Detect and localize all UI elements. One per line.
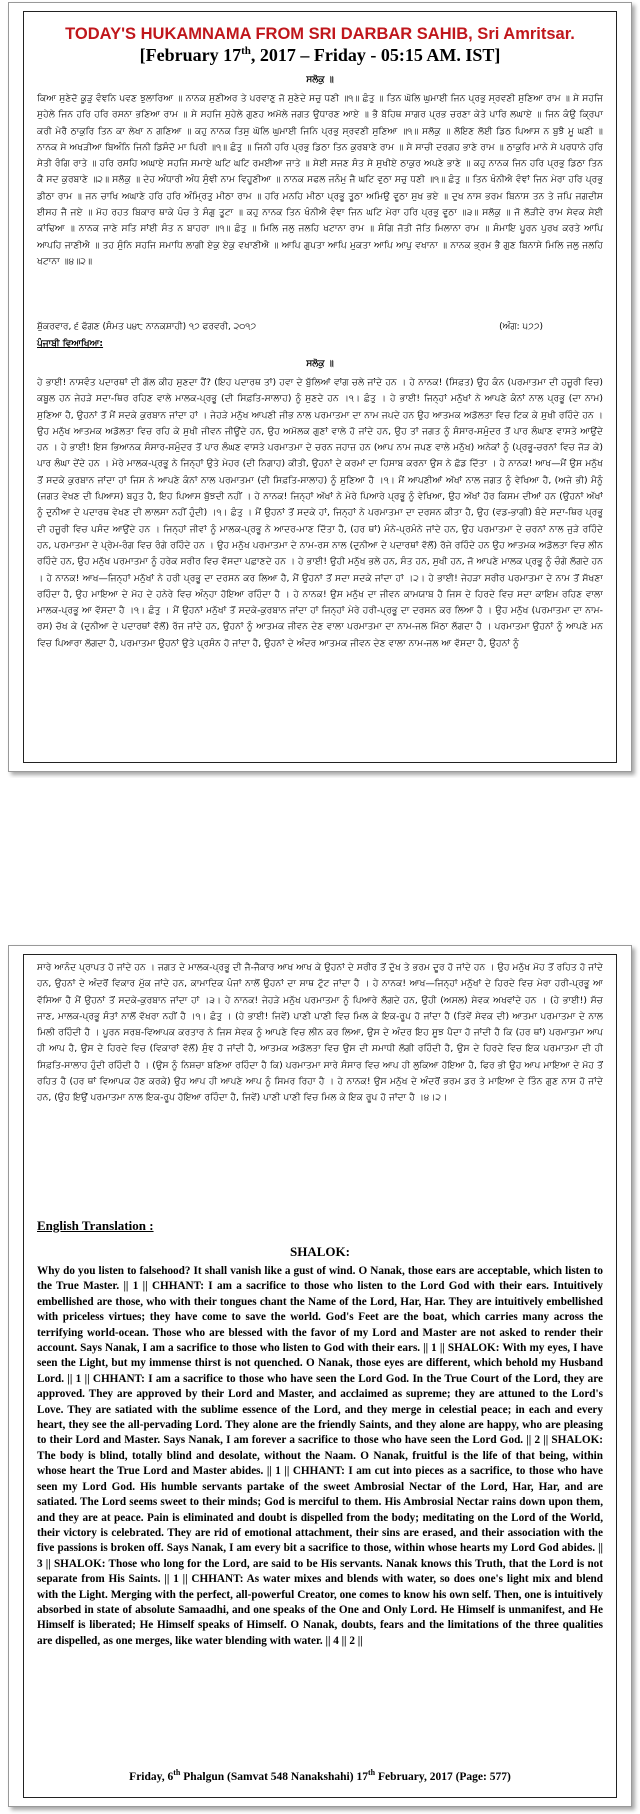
footer-date-middle: Phalgun (Samvat 548 Nanakshahi) 17 xyxy=(180,1770,368,1783)
footer-date-suffix: th xyxy=(367,1768,376,1777)
hukamnama-page-1 xyxy=(8,2,632,772)
date-heading-start: [February 17 xyxy=(139,45,242,65)
footer-day-suffix: th xyxy=(173,1768,181,1777)
footer-date-end: February, 2017 (Page: 577) xyxy=(375,1770,511,1783)
ang-number: (ਅੰਗ: ੫੭੭) xyxy=(499,322,543,332)
date-time-heading xyxy=(9,45,631,66)
nanakshahi-date: ਸ਼ੁੱਕਰਵਾਰ, ੬ ਫੱਗਣ (ਸੰਮਤ ੫੪੮ ਨਾਨਕਸ਼ਾਹੀ) ੧੭ ਫਰਵਰੀ, ੨੦੧੭ xyxy=(37,322,256,332)
gurbani-text: ਕਿਆ ਸੁਣੇਦੋ ਕੂੜੁ ਵੰਞਨਿ ਪਵਣ ਝੁਲਾਰਿਆ ॥ ਨਾਨਕ ਸੁਣੀਅਰ ਤੇ ਪਰਵਾਣੁ ਜੋ ਸੁਣੇਦੇ ਸਚੁ ਧਣੀ ॥੧॥ ਛੰਤੁ ॥ ਤਿਨ ਘੋਲਿ ਘੁਮਾਈ ਜਿਨ ਪ੍ਰਭੁ ਸ੍ਰਵਣੀ ਸੁਣਿਆ ਰਾਮ ॥ ਸੇ ਸਹਜਿ ਸੁਹੇਲੇ ਜਿਨ ਹਰਿ ਹਰਿ ਰਸਨਾ ਭਣਿਆ ਰਾਮ ॥ ਸੇ ਸਹਜਿ ਸੁਹੇਲੇ ਗੁਣਹ ਅਮੋਲੇ ਜਗਤ ਉਧਾਰਣ ਆਏ ॥ ਭੈ ਬੋਹਿਥ ਸਾਗਰ ਪ੍ਰਭ ਚਰਣਾ ਕੇਤੇ ਪਾਰਿ ਲਘਾਏ ॥ ਜਿਨ ਕੰਉ ਕ੍ਰਿਪਾ ਕਰੀ ਮੇਰੈ ਠਾਕੁਰਿ ਤਿਨ ਕਾ ਲੇਖਾ ਨ ਗਣਿਆ ॥ ਕਹੁ ਨਾਨਕ ਤਿਸੁ ਘੋਲਿ ਘੁਮਾਈ ਜਿਨਿ ਪ੍ਰਭੁ ਸ੍ਰਵਣੀ ਸੁਣਿਆ ॥੧॥ ਸਲੋਕੁ ॥ ਲੋਇਣ ਲੋਈ ਡਿਠ ਪਿਆਸ ਨ ਬੁਝੈ ਮੂ ਘਣੀ ॥ ਨਾਨਕ ਸੇ ਅਖੜੀਆ ਬਿਅੰਨਿ ਜਿਨੀ ਡਿਸੰਦੋ ਮਾ ਪਿਰੀ ॥੧॥ ਛੰਤੁ ॥ ਜਿਨੀ ਹਰਿ ਪ੍ਰਭੁ ਡਿਠਾ ਤਿਨ ਕੁਰਬਾਣੇ ਰਾਮ ॥ ਸੇ ਸਾਚੀ ਦਰਗਹ ਭਾਣੇ ਰਾਮ ॥ ਠਾਕੁਰਿ ਮਾਨੇ ਸੇ ਪਰਧਾਨੇ ਹਰਿ ਸੇਤੀ ਰੰਗਿ ਰਾਤੇ ॥ ਹਰਿ ਰਸਹਿ ਅਘਾਏ ਸਹਜਿ ਸਮਾਏ ਘਟਿ ਘਟਿ ਰਮਈਆ ਜਾਤੇ ॥ ਸੇਈ ਸਜਣ ਸੰਤ ਸੇ ਸੁਖੀਏ ਠਾਕੁਰ ਅਪਣੇ ਭਾਣੇ ॥ ਕਹੁ ਨਾਨਕ ਜਿਨ ਹਰਿ ਪ੍ਰਭੁ ਡਿਠਾ ਤਿਨ ਕੈ ਸਦ ਕੁਰਬਾਣੇ ॥੨॥ ਸਲੋਕੁ ॥ ਦੇਹ ਅੰਧਾਰੀ ਅੰਧ ਸੁੰਞੀ ਨਾਮ ਵਿਹੂਣੀਆ ॥ ਨਾਨਕ ਸਫਲ ਜਨੰਮੁ ਜੈ ਘਟਿ ਵੁਠਾ ਸਚੁ ਧਣੀ ॥੧॥ ਛੰਤੁ ॥ ਤਿਨ ਖੰਨੀਐ ਵੰਞਾਂ ਜਿਨ ਮੇਰਾ ਹਰਿ ਪ੍ਰਭੁ ਡੀਠਾ ਰਾਮ ॥ ਜਨ ਚਾਖਿ ਅਘਾਣੇ ਹਰਿ ਹਰਿ ਅੰਮ੍ਰਿਤੁ ਮੀਠਾ ਰਾਮ ॥ ਹਰਿ ਮਨਹਿ ਮੀਠਾ ਪ੍ਰਭੂ ਤੂਠਾ ਅਮਿਉ ਵੂਠਾ ਸੁਖ ਭਏ ॥ ਦੁਖ ਨਾਸ ਭਰਮ ਬਿਨਾਸ ਤਨ ਤੇ ਜਪਿ ਜਗਦੀਸ ਈਸਹ ਜੈ ਜਏ ॥ ਮੋਹ ਰਹਤ ਬਿਕਾਰ ਥਾਕੇ ਪੰਚ ਤੇ ਸੰਗੁ ਤੂਟਾ ॥ ਕਹੁ ਨਾਨਕ ਤਿਨ ਖੰਨੀਐ ਵੰਞਾ ਜਿਨ ਘਟਿ ਮੇਰਾ ਹਰਿ ਪ੍ਰਭੁ ਵੂਠਾ ॥੩॥ ਸਲੋਕੁ ॥ ਜੋ ਲੋੜੀਦੇ ਰਾਮ ਸੇਵਕ ਸੇਈ ਕਾਂਢਿਆ ॥ ਨਾਨਕ ਜਾਣੇ ਸਤਿ ਸਾਂਈ ਸੰਤ ਨ ਬਾਹਰਾ ॥੧॥ ਛੰਤੁ ॥ ਮਿਲਿ ਜਲੁ ਜਲਹਿ ਖਟਾਨਾ ਰਾਮ ॥ ਸੰਗਿ ਜੋਤੀ ਜੋਤਿ ਮਿਲਾਨਾ ਰਾਮ ॥ ਸੰਮਾਇ ਪੂਰਨ ਪੁਰਖ ਕਰਤੇ ਆਪਿ ਆਪਹਿ ਜਾਣੀਐ ॥ ਤਹ ਸੁੰਨਿ ਸਹਜਿ ਸਮਾਧਿ ਲਾਗੀ ਏਕੁ ਏਕੁ ਵਖਾਣੀਐ ॥ ਆਪਿ ਗੁਪਤਾ ਆਪਿ ਮੁਕਤਾ ਆਪਿ ਆਪੁ ਵਖਾਨਾ ॥ ਨਾਨਕ ਭ੍ਰਮ ਭੈ ਗੁਣ ਬਿਨਾਸੇ ਮਿਲਿ ਜਲੁ ਜਲਹਿ ਖਟਾਨਾ ॥੪॥੨॥ xyxy=(37,93,603,267)
date-heading-end: , 2017 – Friday - 05:15 AM. IST] xyxy=(250,45,501,65)
english-translation-text: Why do you listen to falsehood? It shall vanish like a gust of wind. O Nanak, those ears are acceptable, which listen to the True Master. || 1 || CHHANT: I am a sacrifice to those who listen to the Lord God with their ears. Intuitively embellished are those, who with their tongues chant the Name of the Lord, Har, Har. They are intuitively embellished with priceless virtues; they have come to save the world. God's Feet are the boat, which carries many across the terrifying world-ocean. Those who are blessed with the favor of my Lord and Master are not asked to render their account. Says Nanak, I am a sacrifice to those who listen to God with their ears. || 1 || SHALOK: With my eyes, I have seen the Light, but my immense thirst is not quenched. O Nanak, those eyes are different, which behold my Husband Lord. || 1 || CHHANT: I am a sacrifice to those who have seen the Lord God. In the True Court of the Lord, they are approved. They are approved by their Lord and Master, and acclaimed as supreme; they are attuned to the Lord's Love. They are satiated with the sublime essence of the Lord, and they merge in celestial peace; in each and every heart, they see the all-pervading Lord. They alone are the friendly Saints, and they alone are happy, who are pleasing to their Lord and Master. Says Nanak, I am forever a sacrifice to those who have seen the Lord God. || 2 || SHALOK: The body is blind, totally blind and desolate, without the Naam. O Nanak, fruitful is the life of that being, within whose heart the True Lord and Master abides. || 1 || CHHANT: I am cut into pieces as a sacrifice, to those who have seen my Lord God. His humble servants partake of the sweet Ambrosial Nectar of the Lord, Har, Har, and are satiated. The Lord seems sweet to their minds; God is merciful to them. His Ambrosial Nectar rains down upon them, and they are at peace. Pain is eliminated and doubt is dispelled from the body; meditating on the Lord of the World, their victory is celebrated. They are rid of emotional attachment, their sins are erased, and their association with the five passions is broken off. Says Nanak, I am every bit a sacrifice to those, within whose hearts my Lord God abides. || 3 || SHALOK: Those who long for the Lord, are said to be His servants. Nanak knows this Truth, that the Lord is not separate from His Saints. || 1 || CHHANT: As water mixes and blends with water, so does one's light mix and blend with the Light. Merging with the perfect, all-powerful Creator, one comes to know his own self. Then, one is intuitively absorbed in state of absolute Samaadhi, and one speaks of the One and Only Lord. He Himself is unmanifest, and He Himself is liberated; He Himself speaks of Himself. O Nanak, doubts, fears and the limitations of the three qualities are dispelled, as one merges, like water blending with water. || 4 || 2 || xyxy=(37,1265,603,1647)
punjabi-explanation-part-2: ਸਾਰੇ ਆਨੰਦ ਪ੍ਰਾਪਤ ਹੋ ਜਾਂਦੇ ਹਨ । ਜਗਤ ਦੇ ਮਾਲਕ-ਪ੍ਰਭੂ ਦੀ ਜੈ-ਜੈਕਾਰ ਆਖ ਆਖ ਕੇ ਉਹਨਾਂ ਦੇ ਸਰੀਰ ਤੋਂ ਦੁੱਖ ਤੇ ਭਰਮ ਦੂਰ ਹੋ ਜਾਂਦੇ ਹਨ । ਉਹ ਮਨੁੱਖ ਮੋਹ ਤੋਂ ਰਹਿਤ ਹੋ ਜਾਂਦੇ ਹਨ, ਉਹਨਾਂ ਦੇ ਅੰਦਰੋਂ ਵਿਕਾਰ ਮੁੱਕ ਜਾਂਦੇ ਹਨ, ਕਾਮਾਦਿਕ ਪੰਜਾਂ ਨਾਲੋਂ ਉਹਨਾਂ ਦਾ ਸਾਥ ਟੁੱਟ ਜਾਂਦਾ ਹੈ । ਹੇ ਨਾਨਕ! ਆਖ—ਜਿਨ੍ਹਾਂ ਮਨੁੱਖਾਂ ਦੇ ਹਿਰਦੇ ਵਿਚ ਮੇਰਾ ਹਰੀ-ਪ੍ਰਭੂ ਆ ਵੱਸਿਆ ਹੈ ਮੈਂ ਉਹਨਾਂ ਤੋਂ ਸਦਕੇ-ਕੁਰਬਾਨ ਜਾਂਦਾ ਹਾਂ ।੩। ਹੇ ਨਾਨਕ! ਜੇਹੜੇ ਮਨੁੱਖ ਪਰਮਾਤਮਾ ਨੂੰ ਪਿਆਰੇ ਲੱਗਦੇ ਹਨ, ਉਹੀ (ਅਸਲ) ਸੇਵਕ ਅਖਵਾਂਦੇ ਹਨ । (ਹੇ ਭਾਈ!) ਸੱਚ ਜਾਣ, ਮਾਲਕ-ਪ੍ਰਭੂ ਸੰਤਾਂ ਨਾਲੋਂ ਵੱਖਰਾ ਨਹੀਂ ਹੈ ।੧। ਛੰਤੁ । (ਹੇ ਭਾਈ! ਜਿਵੇਂ) ਪਾਣੀ ਪਾਣੀ ਵਿਚ ਮਿਲ ਕੇ ਇਕ-ਰੂਪ ਹੋ ਜਾਂਦਾ ਹੈ (ਤਿਵੇਂ ਸੇਵਕ ਦੀ) ਆਤਮਾ ਪਰਮਾਤਮਾ ਦੇ ਨਾਲ ਮਿਲੀ ਰਹਿੰਦੀ ਹੈ । ਪੂਰਨ ਸਰਬ-ਵਿਆਪਕ ਕਰਤਾਰ ਨੇ ਜਿਸ ਸੇਵਕ ਨੂੰ ਆਪਣੇ ਵਿਚ ਲੀਨ ਕਰ ਲਿਆ, ਉਸ ਦੇ ਅੰਦਰ ਇਹ ਸੂਝ ਪੈਦਾ ਹੋ ਜਾਂਦੀ ਹੈ ਕਿ (ਹਰ ਥਾਂ) ਪਰਮਾਤਮਾ ਆਪ ਹੀ ਆਪ ਹੈ, ਉਸ ਦੇ ਹਿਰਦੇ ਵਿਚ (ਵਿਕਾਰਾਂ ਵੱਲੋਂ) ਸੁੰਞ ਹੋ ਜਾਂਦੀ ਹੈ, ਆਤਮਕ ਅਡੋਲਤਾ ਵਿਚ ਉਸ ਦੀ ਸਮਾਧੀ ਲੱਗੀ ਰਹਿੰਦੀ ਹੈ, ਉਸ ਦੇ ਹਿਰਦੇ ਵਿਚ ਇਕ ਪਰਮਾਤਮਾ ਦੀ ਹੀ ਸਿਫ਼ਤਿ-ਸਾਲਾਹ ਹੁੰਦੀ ਰਹਿੰਦੀ ਹੈ । (ਉਸ ਨੂੰ ਨਿਸ਼ਚਾ ਬਣਿਆ ਰਹਿੰਦਾ ਹੈ ਕਿ) ਪਰਮਾਤਮਾ ਸਾਰੇ ਸੰਸਾਰ ਵਿਚ ਆਪ ਹੀ ਲੁਕਿਆ ਹੋਇਆ ਹੈ, ਫਿਰ ਭੀ ਉਹ ਆਪ ਮਾਇਆ ਦੇ ਮੋਹ ਤੋਂ ਰਹਿਤ ਹੈ (ਹਰ ਥਾਂ ਵਿਆਪਕ ਹੋਣ ਕਰਕੇ) ਉਹ ਆਪ ਹੀ ਆਪਣੇ ਆਪ ਨੂੰ ਸਿਮਰ ਰਿਹਾ ਹੈ । ਹੇ ਨਾਨਕ! ਉਸ ਮਨੁੱਖ ਦੇ ਅੰਦਰੋਂ ਭਰਮ ਡਰ ਤੇ ਮਾਇਆ ਦੇ ਤਿੰਨ ਗੁਣ ਨਾਸ ਹੋ ਜਾਂਦੇ ਹਨ, (ਉਹ ਇਉਂ ਪਰਮਾਤਮਾ ਨਾਲ ਇਕ-ਰੂਪ ਹੋਇਆ ਰਹਿੰਦਾ ਹੈ, ਜਿਵੇਂ) ਪਾਣੀ ਪਾਣੀ ਵਿਚ ਮਿਲ ਕੇ ਇਕ ਰੂਪ ਹੋ ਜਾਂਦਾ ਹੈ ।੪।੨। xyxy=(37,962,603,1104)
date-suffix: th xyxy=(241,45,251,57)
nanakshahi-date-line xyxy=(37,319,603,335)
english-shalok-heading: SHALOK: xyxy=(290,1244,350,1259)
gurbani-salok-heading: ਸਲੋਕੁ ॥ xyxy=(306,75,334,85)
footer-date-start: Friday, 6 xyxy=(129,1770,174,1783)
page-title: TODAY'S HUKAMNAMA FROM SRI DARBAR SAHIB, Sri Amritsar. xyxy=(65,25,575,43)
page-gap xyxy=(0,778,640,938)
punjabi-salok-heading: ਸਲੋਕੁ ॥ xyxy=(306,359,334,369)
punjabi-vyakhia-label: ਪੰਜਾਬੀ ਵਿਆਖਿਆ: xyxy=(37,339,104,349)
page-footer xyxy=(9,1768,631,1783)
hukamnama-page-2 xyxy=(8,945,632,1807)
english-translation-heading: English Translation : xyxy=(37,1218,154,1233)
punjabi-explanation-part-1: ਹੇ ਭਾਈ! ਨਾਸਵੰਤ ਪਦਾਰਥਾਂ ਦੀ ਗੱਲ ਕੀਹ ਸੁਣਦਾ ਹੈਂ? (ਇਹ ਪਦਾਰਥ ਤਾਂ) ਹਵਾ ਦੇ ਬੁੱਲਿਆਂ ਵਾਂਗ ਚਲੇ ਜਾਂਦੇ ਹਨ । ਹੇ ਨਾਨਕ! (ਸਿਫ਼ਤ) ਉਹ ਕੰਨ (ਪਰਮਾਤਮਾ ਦੀ ਹਜ਼ੂਰੀ ਵਿਚ) ਕਬੂਲ ਹਨ ਜੇਹੜੇ ਸਦਾ-ਥਿਰ ਰਹਿਣ ਵਾਲੇ ਮਾਲਕ-ਪ੍ਰਭੂ (ਦੀ ਸਿਫ਼ਤਿ-ਸਾਲਾਹ) ਨੂੰ ਸੁਣਦੇ ਹਨ ।੧। ਛੰਤੁ । ਹੇ ਭਾਈ! ਜਿਨ੍ਹਾਂ ਮਨੁੱਖਾਂ ਨੇ ਆਪਣੇ ਕੰਨਾਂ ਨਾਲ ਪ੍ਰਭੂ (ਦਾ ਨਾਮ) ਸੁਣਿਆ ਹੈ, ਉਹਨਾਂ ਤੋਂ ਮੈਂ ਸਦਕੇ ਕੁਰਬਾਨ ਜਾਂਦਾ ਹਾਂ । ਜੇਹੜੇ ਮਨੁੱਖ ਆਪਣੀ ਜੀਭ ਨਾਲ ਪਰਮਾਤਮਾ ਦਾ ਨਾਮ ਜਪਦੇ ਹਨ ਉਹ ਆਤਮਕ ਅਡੋਲਤਾ ਵਿਚ ਟਿਕ ਕੇ ਸੁਖੀ ਰਹਿੰਦੇ ਹਨ । ਉਹ ਮਨੁੱਖ ਆਤਮਕ ਅਡੋਲਤਾ ਵਿਚ ਰਹਿ ਕੇ ਸੁਖੀ ਜੀਵਨ ਜੀਊਂਦੇ ਹਨ, ਉਹ ਅਮੋਲਕ ਗੁਣਾਂ ਵਾਲੇ ਹੋ ਜਾਂਦੇ ਹਨ, ਉਹ ਤਾਂ ਜਗਤ ਨੂੰ ਸੰਸਾਰ-ਸਮੁੰਦਰ ਤੋਂ ਪਾਰ ਲੰਘਾਣ ਵਾਸਤੇ ਆਉਂਦੇ ਹਨ । ਹੇ ਭਾਈ! ਇਸ ਭਿਆਨਕ ਸੰਸਾਰ-ਸਮੁੰਦਰ ਤੋਂ ਪਾਰ ਲੰਘਣ ਵਾਸਤੇ ਪਰਮਾਤਮਾ ਦੇ ਚਰਨ ਜਹਾਜ਼ ਹਨ (ਆਪ ਨਾਮ ਜਪਣ ਵਾਲੇ ਮਨੁੱਖ) ਅਨੇਕਾਂ ਨੂੰ (ਪ੍ਰਭੂ-ਚਰਨਾਂ ਵਿਚ ਜੋੜ ਕੇ) ਪਾਰ ਲੰਘਾ ਦੇਂਦੇ ਹਨ । ਮੇਰੇ ਮਾਲਕ-ਪ੍ਰਭੂ ਨੇ ਜਿਨ੍ਹਾਂ ਉਤੇ ਮੇਹਰ (ਦੀ ਨਿਗਾਹ) ਕੀਤੀ, ਉਹਨਾਂ ਦੇ ਕਰਮਾਂ ਦਾ ਹਿਸਾਬ ਕਰਨਾ ਉਸ ਨੇ ਛੱਡ ਦਿੱਤਾ । ਹੇ ਨਾਨਕ! ਆਖ—ਮੈਂ ਉਸ ਮਨੁੱਖ ਤੋਂ ਸਦਕੇ ਕੁਰਬਾਨ ਜਾਂਦਾ ਹਾਂ ਜਿਸ ਨੇ ਆਪਣੇ ਕੰਨਾਂ ਨਾਲ ਪਰਮਾਤਮਾ (ਦੀ ਸਿਫ਼ਤਿ-ਸਾਲਾਹ) ਨੂੰ ਸੁਣਿਆ ਹੈ ।੧। ਮੈਂ ਆਪਣੀਆਂ ਅੱਖਾਂ ਨਾਲ ਜਗਤ ਨੂੰ ਵੇਖਿਆ ਹੈ, (ਅਜੇ ਭੀ) ਮੈਨੂੰ (ਜਗਤ ਵੇਖਣ ਦੀ ਪਿਆਸ) ਬਹੁਤ ਹੈ, ਇਹ ਪਿਆਸ ਬੁੱਝਦੀ ਨਹੀਂ । ਹੇ ਨਾਨਕ! ਜਿਨ੍ਹਾਂ ਅੱਖਾਂ ਨੇ ਮੇਰੇ ਪਿਆਰੇ ਪ੍ਰਭੂ ਨੂੰ ਵੇਖਿਆ, ਉਹ ਅੱਖਾਂ ਹੋਰ ਕਿਸਮ ਦੀਆਂ ਹਨ (ਉਹਨਾਂ ਅੱਖਾਂ ਨੂੰ ਦੁਨੀਆ ਦੇ ਪਦਾਰਥ ਵੇਖਣ ਦੀ ਲਾਲਸਾ ਨਹੀਂ ਹੁੰਦੀ) ।੧। ਛੰਤੁ । ਮੈਂ ਉਹਨਾਂ ਤੋਂ ਸਦਕੇ ਹਾਂ, ਜਿਨ੍ਹਾਂ ਨੇ ਪਰਮਾਤਮਾ ਦਾ ਦਰਸਨ ਕੀਤਾ ਹੈ, ਉਹ (ਵਡ-ਭਾਗੀ) ਬੰਦੇ ਸਦਾ-ਥਿਰ ਪ੍ਰਭੂ ਦੀ ਹਜ਼ੂਰੀ ਵਿਚ ਪਸੰਦ ਆਉਂਦੇ ਹਨ । ਜਿਨ੍ਹਾਂ ਜੀਵਾਂ ਨੂੰ ਮਾਲਕ-ਪ੍ਰਭੂ ਨੇ ਆਦਰ-ਮਾਣ ਦਿੱਤਾ ਹੈ, (ਹਰ ਥਾਂ) ਮੰਨੇ-ਪ੍ਰਮੰਨੇ ਜਾਂਦੇ ਹਨ, ਉਹ ਪਰਮਾਤਮਾ ਦੇ ਚਰਨਾਂ ਨਾਲ ਜੁੜੇ ਰਹਿੰਦੇ ਹਨ, ਪਰਮਾਤਮਾ ਦੇ ਪ੍ਰੇਮ-ਰੰਗ ਵਿਚ ਰੰਗੇ ਰਹਿੰਦੇ ਹਨ । ਉਹ ਮਨੁੱਖ ਪਰਮਾਤਮਾ ਦੇ ਨਾਮ-ਰਸ ਨਾਲ (ਦੁਨੀਆ ਦੇ ਪਦਾਰਥਾਂ ਵੱਲੋਂ) ਰੱਜੇ ਰਹਿੰਦੇ ਹਨ ਉਹ ਆਤਮਕ ਅਡੋਲਤਾ ਵਿਚ ਲੀਨ ਰਹਿੰਦੇ ਹਨ, ਉਹ ਮਨੁੱਖ ਪਰਮਾਤਮਾ ਨੂੰ ਹਰੇਕ ਸਰੀਰ ਵਿਚ ਵੱਸਦਾ ਪਛਾਣਦੇ ਹਨ । ਹੇ ਭਾਈ! ਉਹੀ ਮਨੁੱਖ ਭਲੇ ਹਨ, ਸੰਤ ਹਨ, ਸੁਖੀ ਹਨ, ਜੋ ਆਪਣੇ ਮਾਲਕ ਪ੍ਰਭੂ ਨੂੰ ਚੰਗੇ ਲੱਗਦੇ ਹਨ । ਹੇ ਨਾਨਕ! ਆਖ—ਜਿਨ੍ਹਾਂ ਮਨੁੱਖਾਂ ਨੇ ਹਰੀ ਪ੍ਰਭੂ ਦਾ ਦਰਸਨ ਕਰ ਲਿਆ ਹੈ, ਮੈਂ ਉਹਨਾਂ ਤੋਂ ਸਦਾ ਸਦਕੇ ਜਾਂਦਾ ਹਾਂ ।੨। ਹੇ ਭਾਈ! ਜੇਹੜਾ ਸਰੀਰ ਪਰਮਾਤਮਾ ਦੇ ਨਾਮ ਤੋਂ ਸੱਖਣਾ ਰਹਿੰਦਾ ਹੈ, ਉਹ ਮਾਇਆ ਦੇ ਮੋਹ ਦੇ ਹਨੇਰੇ ਵਿਚ ਅੰਨ੍ਹਾ ਹੋਇਆ ਰਹਿੰਦਾ ਹੈ । ਹੇ ਨਾਨਕ! ਉਸ ਮਨੁੱਖ ਦਾ ਜੀਵਨ ਕਾਮਯਾਬ ਹੈ ਜਿਸ ਦੇ ਹਿਰਦੇ ਵਿਚ ਸਦਾ ਕਾਇਮ ਰਹਿਣ ਵਾਲਾ ਮਾਲਕ-ਪ੍ਰਭੂ ਆ ਵੱਸਦਾ ਹੈ ।੧। ਛੰਤੁ । ਮੈਂ ਉਹਨਾਂ ਮਨੁੱਖਾਂ ਤੋਂ ਸਦਕੇ-ਕੁਰਬਾਨ ਜਾਂਦਾ ਹਾਂ ਜਿਨ੍ਹਾਂ ਮੇਰੇ ਹਰੀ-ਪ੍ਰਭੂ ਦਾ ਦਰਸਨ ਕਰ ਲਿਆ ਹੈ । ਉਹ ਮਨੁੱਖ (ਪਰਮਾਤਮਾ ਦਾ ਨਾਮ-ਰਸ) ਚੱਖ ਕੇ (ਦੁਨੀਆ ਦੇ ਪਦਾਰਥਾਂ ਵੱਲੋਂ) ਰੱਜ ਜਾਂਦੇ ਹਨ, ਉਹਨਾਂ ਨੂੰ ਆਤਮਕ ਜੀਵਨ ਦੇਣ ਵਾਲਾ ਪਰਮਾਤਮਾ ਦਾ ਨਾਮ-ਜਲ ਮਿੱਠਾ ਲੱਗਦਾ ਹੈ । ਪਰਮਾਤਮਾ ਉਹਨਾਂ ਨੂੰ ਆਪਣੇ ਮਨ ਵਿਚ ਪਿਆਰਾ ਲੱਗਦਾ ਹੈ, ਪਰਮਾਤਮਾ ਉਹਨਾਂ ਉਤੇ ਪ੍ਰਸੰਨ ਹੋ ਜਾਂਦਾ ਹੈ, ਉਹਨਾਂ ਦੇ ਅੰਦਰ ਆਤਮਕ ਜੀਵਨ ਦੇਣ ਵਾਲਾ ਨਾਮ-ਜਲ ਆ ਵੱਸਦਾ ਹੈ, ਉਹਨਾਂ ਨੂੰ xyxy=(37,377,603,649)
